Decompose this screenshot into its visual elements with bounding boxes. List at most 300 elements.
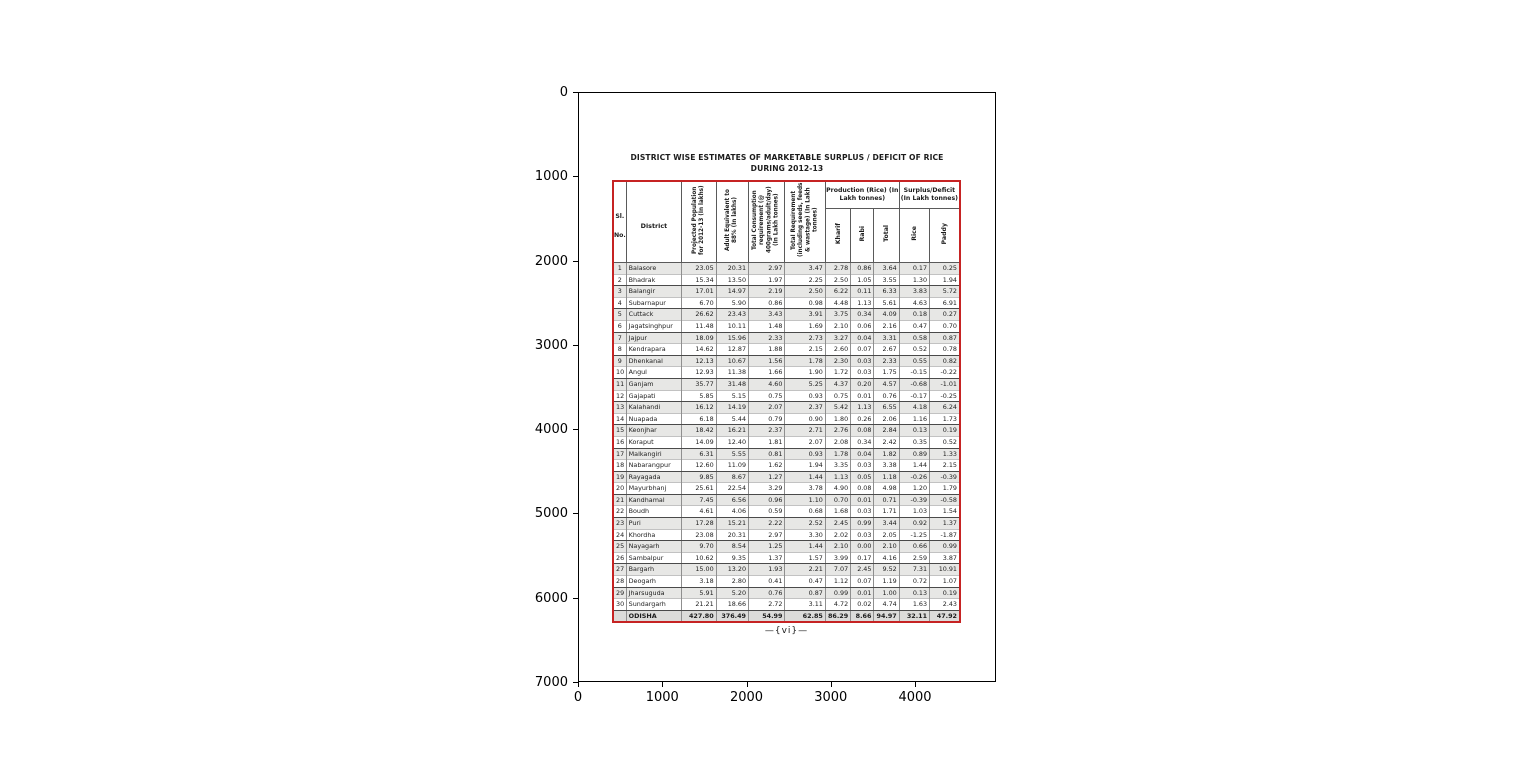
table-cell: 11.48 [682, 320, 716, 332]
table-cell: 0.71 [874, 494, 899, 506]
table-cell: 4.16 [874, 552, 899, 564]
table-cell: 1 [613, 263, 626, 275]
table-cell: 2.84 [874, 425, 899, 437]
table-cell: 0.79 [749, 413, 785, 425]
table-row [613, 576, 960, 588]
table-cell: 2.78 [825, 263, 850, 275]
table-cell: 2.50 [825, 274, 850, 286]
table-cell: 12.13 [682, 355, 716, 367]
table-row [613, 274, 960, 286]
table-row [613, 378, 960, 390]
table-cell: 2.37 [749, 425, 785, 437]
table-cell: 0.06 [851, 320, 874, 332]
table-cell: 17 [613, 448, 626, 460]
col-header-total: Total [874, 209, 899, 263]
table-cell: 19 [613, 471, 626, 483]
table-cell: 9.85 [682, 471, 716, 483]
table-cell: Koraput [626, 436, 682, 448]
table-cell: 8.54 [716, 541, 748, 553]
table-cell: 22.54 [716, 483, 748, 495]
table-cell: 6.31 [682, 448, 716, 460]
table-cell: 47.92 [930, 610, 960, 622]
table-cell: 0.03 [851, 529, 874, 541]
table-cell: 4.18 [899, 402, 929, 414]
table-cell: 4.72 [825, 599, 850, 611]
table-cell: 1.71 [874, 506, 899, 518]
table-cell: 0.07 [851, 344, 874, 356]
table-cell: 2.73 [785, 332, 825, 344]
table-cell: 2.25 [785, 274, 825, 286]
y-tick-label: 6000 [534, 590, 568, 606]
table-cell: 18 [613, 460, 626, 472]
table-cell: Ganjam [626, 378, 682, 390]
x-tick-label: 4000 [898, 690, 932, 705]
table-cell: 0.27 [930, 309, 960, 321]
table-cell: 3.91 [785, 309, 825, 321]
table-cell: 2.80 [716, 576, 748, 588]
page-number-marker: —{vi}— [764, 626, 809, 636]
table-cell: 0.02 [851, 599, 874, 611]
table-cell: Dhenkanal [626, 355, 682, 367]
total-row [613, 610, 960, 622]
x-tick-mark [662, 682, 663, 687]
table-cell: 6.70 [682, 297, 716, 309]
table-cell: Subarnapur [626, 297, 682, 309]
table-cell: 7 [613, 332, 626, 344]
table-cell: 3.64 [874, 263, 899, 275]
table-cell: 7.45 [682, 494, 716, 506]
table-cell: 1.18 [874, 471, 899, 483]
table-cell: 3.18 [682, 576, 716, 588]
table-cell: 1.57 [785, 552, 825, 564]
y-tick-mark [573, 513, 578, 514]
table-cell: 26 [613, 552, 626, 564]
table-cell: 3.87 [930, 552, 960, 564]
table-cell: 0.03 [851, 367, 874, 379]
table-cell: 6.24 [930, 402, 960, 414]
table-cell: 20.31 [716, 263, 748, 275]
table-cell: 11.38 [716, 367, 748, 379]
table-cell: Khordha [626, 529, 682, 541]
table-cell: 1.66 [749, 367, 785, 379]
table-cell: 1.30 [899, 274, 929, 286]
y-tick-mark [573, 92, 578, 93]
table-cell: 11.09 [716, 460, 748, 472]
col-header-rice: Rice [899, 209, 929, 263]
table-cell: 0.70 [825, 494, 850, 506]
table-row [613, 263, 960, 275]
table-cell: 1.12 [825, 576, 850, 588]
table-cell: 3 [613, 286, 626, 298]
table-cell: 94.97 [874, 610, 899, 622]
table-cell: 0.01 [851, 390, 874, 402]
table-cell: 0.76 [874, 390, 899, 402]
table-cell: 0.03 [851, 506, 874, 518]
table-cell: 15.34 [682, 274, 716, 286]
col-header-rabi: Rabi [851, 209, 874, 263]
table-cell: 3.78 [785, 483, 825, 495]
table-cell: 0.90 [785, 413, 825, 425]
y-tick-label: 0 [559, 85, 568, 100]
table-cell: 4.48 [825, 297, 850, 309]
table-cell: Nabarangpur [626, 460, 682, 472]
table-cell: Keonjhar [626, 425, 682, 437]
table-cell: 1.80 [825, 413, 850, 425]
document-title [600, 152, 974, 174]
table-cell: 5.25 [785, 378, 825, 390]
table-cell: 2.02 [825, 529, 850, 541]
table-cell: 8 [613, 344, 626, 356]
table-cell: 0.99 [825, 587, 850, 599]
table-cell: Bhadrak [626, 274, 682, 286]
table-cell: 0.05 [851, 471, 874, 483]
table-cell: 376.49 [716, 610, 748, 622]
table-cell [613, 610, 626, 622]
table-cell: 2.07 [785, 436, 825, 448]
table-cell: 3.83 [899, 286, 929, 298]
table-cell: 16.21 [716, 425, 748, 437]
table-cell: 3.35 [825, 460, 850, 472]
table-row [613, 425, 960, 437]
table-cell: 0.76 [749, 587, 785, 599]
y-tick-label: 3000 [534, 337, 568, 353]
table-cell: 1.81 [749, 436, 785, 448]
table-cell: 5 [613, 309, 626, 321]
table-row [613, 460, 960, 472]
table-cell: Bargarh [626, 564, 682, 576]
table-cell: Cuttack [626, 309, 682, 321]
document-title-line1: DISTRICT WISE ESTIMATES OF MARKETABLE SURPLUS / DEFICIT OF RICE [630, 153, 944, 162]
table-cell: 0.93 [785, 448, 825, 460]
table-cell: 7.31 [899, 564, 929, 576]
table-cell: 1.94 [930, 274, 960, 286]
table-cell: 4.63 [899, 297, 929, 309]
table-cell: 1.37 [749, 552, 785, 564]
col-header-sl-no: Sl. No. [613, 181, 626, 263]
table-cell: 13.50 [716, 274, 748, 286]
col-header-district: District [626, 181, 682, 263]
table-cell: 6.22 [825, 286, 850, 298]
x-tick-mark [747, 682, 748, 687]
table-cell: 1.88 [749, 344, 785, 356]
table-cell: 14.09 [682, 436, 716, 448]
y-tick-mark [573, 429, 578, 430]
y-tick-mark [573, 598, 578, 599]
table-cell: 0.75 [749, 390, 785, 402]
table-cell: 0.86 [851, 263, 874, 275]
table-cell: 25 [613, 541, 626, 553]
table-cell: 0.47 [785, 576, 825, 588]
table-cell: 2.71 [785, 425, 825, 437]
table-row [613, 552, 960, 564]
col-group-surplus-deficit: Surplus/Deficit (In Lakh tonnes) [899, 181, 960, 209]
table-cell: 14.62 [682, 344, 716, 356]
table-cell: 0.01 [851, 494, 874, 506]
table-cell: 9 [613, 355, 626, 367]
table-cell: 0.66 [899, 541, 929, 553]
table-cell: 0.41 [749, 576, 785, 588]
table-cell: 3.47 [785, 263, 825, 275]
table-cell: 12.93 [682, 367, 716, 379]
table-cell: 2.37 [785, 402, 825, 414]
table-cell: 0.18 [899, 309, 929, 321]
rice-surplus-table [612, 180, 961, 623]
table-cell: Malkangiri [626, 448, 682, 460]
table-cell: Puri [626, 518, 682, 530]
table-cell: -0.15 [899, 367, 929, 379]
table-cell: 10.91 [930, 564, 960, 576]
y-tick-mark [573, 176, 578, 177]
y-tick-label: 7000 [534, 675, 568, 691]
table-cell: Balangir [626, 286, 682, 298]
table-cell: 32.11 [899, 610, 929, 622]
table-cell: 2.10 [874, 541, 899, 553]
col-header-paddy: Paddy [930, 209, 960, 263]
table-cell: 0.25 [930, 263, 960, 275]
table-cell: 5.20 [716, 587, 748, 599]
table-cell: 0.11 [851, 286, 874, 298]
table-row [613, 599, 960, 611]
col-group-production: Production (Rice) (In Lakh tonnes) [825, 181, 899, 209]
table-cell: -0.22 [930, 367, 960, 379]
table-cell: 14.97 [716, 286, 748, 298]
table-cell: 0.87 [785, 587, 825, 599]
table-cell: 23.05 [682, 263, 716, 275]
y-tick-label: 1000 [534, 169, 568, 185]
table-cell: 5.44 [716, 413, 748, 425]
table-cell: 18.66 [716, 599, 748, 611]
table-cell: 1.48 [749, 320, 785, 332]
table-cell: Kandhamal [626, 494, 682, 506]
table-cell: 3.31 [874, 332, 899, 344]
table-cell: 10.67 [716, 355, 748, 367]
table-cell: Kendrapara [626, 344, 682, 356]
table-cell: Sambalpur [626, 552, 682, 564]
table-cell: 12.60 [682, 460, 716, 472]
table-cell: 0.03 [851, 460, 874, 472]
table-cell: 8.66 [851, 610, 874, 622]
table-cell: 2.06 [874, 413, 899, 425]
table-cell: 2.16 [874, 320, 899, 332]
table-cell: 0.17 [899, 263, 929, 275]
table-cell: 4.06 [716, 506, 748, 518]
table-cell: Jharsuguda [626, 587, 682, 599]
table-cell: 12.87 [716, 344, 748, 356]
y-tick-mark [573, 345, 578, 346]
table-cell: 2.30 [825, 355, 850, 367]
table-cell: 4.37 [825, 378, 850, 390]
table-cell: 5.42 [825, 402, 850, 414]
table-cell: 4.90 [825, 483, 850, 495]
table-cell: 3.30 [785, 529, 825, 541]
table-cell: 0.17 [851, 552, 874, 564]
table-cell: 2.15 [930, 460, 960, 472]
table-cell: 0.20 [851, 378, 874, 390]
table-row [613, 309, 960, 321]
table-cell: 17.01 [682, 286, 716, 298]
table-cell: 1.62 [749, 460, 785, 472]
table-cell: 3.99 [825, 552, 850, 564]
table-cell: 1.63 [899, 599, 929, 611]
table-cell: 15.96 [716, 332, 748, 344]
table-cell: 1.13 [825, 471, 850, 483]
table-cell: -1.25 [899, 529, 929, 541]
table-cell: 0.19 [930, 587, 960, 599]
table-cell: 17.28 [682, 518, 716, 530]
table-cell: 26.62 [682, 309, 716, 321]
table-cell: 2.76 [825, 425, 850, 437]
table-cell: 1.54 [930, 506, 960, 518]
table-cell: 15 [613, 425, 626, 437]
table-cell: 1.07 [930, 576, 960, 588]
table-cell: 1.68 [825, 506, 850, 518]
table-cell: 2.45 [825, 518, 850, 530]
table-cell: 9.70 [682, 541, 716, 553]
table-cell: 0.47 [899, 320, 929, 332]
table-cell: 5.91 [682, 587, 716, 599]
table-cell: 0.99 [930, 541, 960, 553]
table-cell: 3.11 [785, 599, 825, 611]
table-cell: 25.61 [682, 483, 716, 495]
table-cell: 0.78 [930, 344, 960, 356]
table-cell: Deogarh [626, 576, 682, 588]
table-cell: 2.21 [785, 564, 825, 576]
table-row [613, 344, 960, 356]
table-cell: 0.26 [851, 413, 874, 425]
table-cell: 1.37 [930, 518, 960, 530]
table-cell: 3.55 [874, 274, 899, 286]
table-cell: 3.43 [749, 309, 785, 321]
table-cell: 0.03 [851, 355, 874, 367]
table-cell: 0.35 [899, 436, 929, 448]
table-cell: Balasore [626, 263, 682, 275]
table-cell: 0.86 [749, 297, 785, 309]
table-cell: 13.20 [716, 564, 748, 576]
table-cell: 0.68 [785, 506, 825, 518]
table-cell: 0.04 [851, 332, 874, 344]
table-cell: 15.00 [682, 564, 716, 576]
table-row [613, 483, 960, 495]
table-cell: 1.82 [874, 448, 899, 460]
table-cell: 2.45 [851, 564, 874, 576]
table-cell: 1.05 [851, 274, 874, 286]
table-row [613, 320, 960, 332]
table-cell: 4.09 [874, 309, 899, 321]
table-cell: Nayagarh [626, 541, 682, 553]
table-cell: Angul [626, 367, 682, 379]
table-cell: 35.77 [682, 378, 716, 390]
table-cell: 0.98 [785, 297, 825, 309]
table-cell: 1.78 [825, 448, 850, 460]
col-header-consumption: Total Consumption requirement (@ 400grams/adult/day) (In Lakh tonnes) [749, 181, 785, 263]
x-tick-label: 0 [573, 690, 583, 705]
table-row [613, 448, 960, 460]
table-cell: 2.08 [825, 436, 850, 448]
table-row [613, 436, 960, 448]
table-cell: -0.58 [930, 494, 960, 506]
table-cell: 0.93 [785, 390, 825, 402]
table-cell: 1.19 [874, 576, 899, 588]
table-cell: 3.27 [825, 332, 850, 344]
table-cell: 2.10 [825, 320, 850, 332]
table-cell: 31.48 [716, 378, 748, 390]
x-tick-mark [578, 682, 579, 687]
table-row [613, 390, 960, 402]
table-cell: 0.34 [851, 436, 874, 448]
table-cell: 21 [613, 494, 626, 506]
x-tick-label: 1000 [645, 690, 679, 705]
table-row [613, 355, 960, 367]
table-cell: 0.55 [899, 355, 929, 367]
table-cell: 2.72 [749, 599, 785, 611]
table-cell: 5.72 [930, 286, 960, 298]
table-cell: 1.94 [785, 460, 825, 472]
table-cell: 5.61 [874, 297, 899, 309]
table-cell: 2.10 [825, 541, 850, 553]
y-tick-mark [573, 261, 578, 262]
table-row [613, 529, 960, 541]
table-cell: 15.21 [716, 518, 748, 530]
table-cell: 5.15 [716, 390, 748, 402]
table-cell: 14.19 [716, 402, 748, 414]
table-cell: 1.72 [825, 367, 850, 379]
table-cell: 1.13 [851, 297, 874, 309]
table-cell: 20 [613, 483, 626, 495]
table-row [613, 297, 960, 309]
table-cell: 0.04 [851, 448, 874, 460]
table-cell: 18.42 [682, 425, 716, 437]
table-header [613, 181, 960, 263]
table-cell: 4.60 [749, 378, 785, 390]
table-row [613, 518, 960, 530]
table-cell: 2.42 [874, 436, 899, 448]
table-cell: 54.99 [749, 610, 785, 622]
table-cell: 11 [613, 378, 626, 390]
x-tick-label: 2000 [729, 690, 764, 705]
table-cell: 3.44 [874, 518, 899, 530]
table-cell: 2.22 [749, 518, 785, 530]
y-tick-label: 5000 [534, 506, 568, 522]
table-cell: 1.44 [899, 460, 929, 472]
table-row [613, 332, 960, 344]
col-header-kharif: Kharif [825, 209, 850, 263]
table-cell: 10.11 [716, 320, 748, 332]
table-cell: 4.61 [682, 506, 716, 518]
table-cell: -0.68 [899, 378, 929, 390]
table-cell: 0.87 [930, 332, 960, 344]
table-cell: 0.96 [749, 494, 785, 506]
table-cell: 2.59 [899, 552, 929, 564]
table-cell: 1.20 [899, 483, 929, 495]
table-cell: Kalahandi [626, 402, 682, 414]
table-cell: 8.67 [716, 471, 748, 483]
table-cell: 30 [613, 599, 626, 611]
table-cell: -1.01 [930, 378, 960, 390]
table-cell: 1.27 [749, 471, 785, 483]
table-cell: -1.87 [930, 529, 960, 541]
table-cell: 0.08 [851, 483, 874, 495]
table-cell: 6.56 [716, 494, 748, 506]
document-title-line2: DURING 2012-13 [750, 164, 824, 173]
table-cell: 0.08 [851, 425, 874, 437]
table-cell: 21.21 [682, 599, 716, 611]
table-cell: 14 [613, 413, 626, 425]
table-cell: 1.90 [785, 367, 825, 379]
table-cell: 28 [613, 576, 626, 588]
col-header-adult-equivalent: Adult Equivalent to 88% (In lakhs) [716, 181, 748, 263]
table-cell: 9.35 [716, 552, 748, 564]
table-row [613, 541, 960, 553]
